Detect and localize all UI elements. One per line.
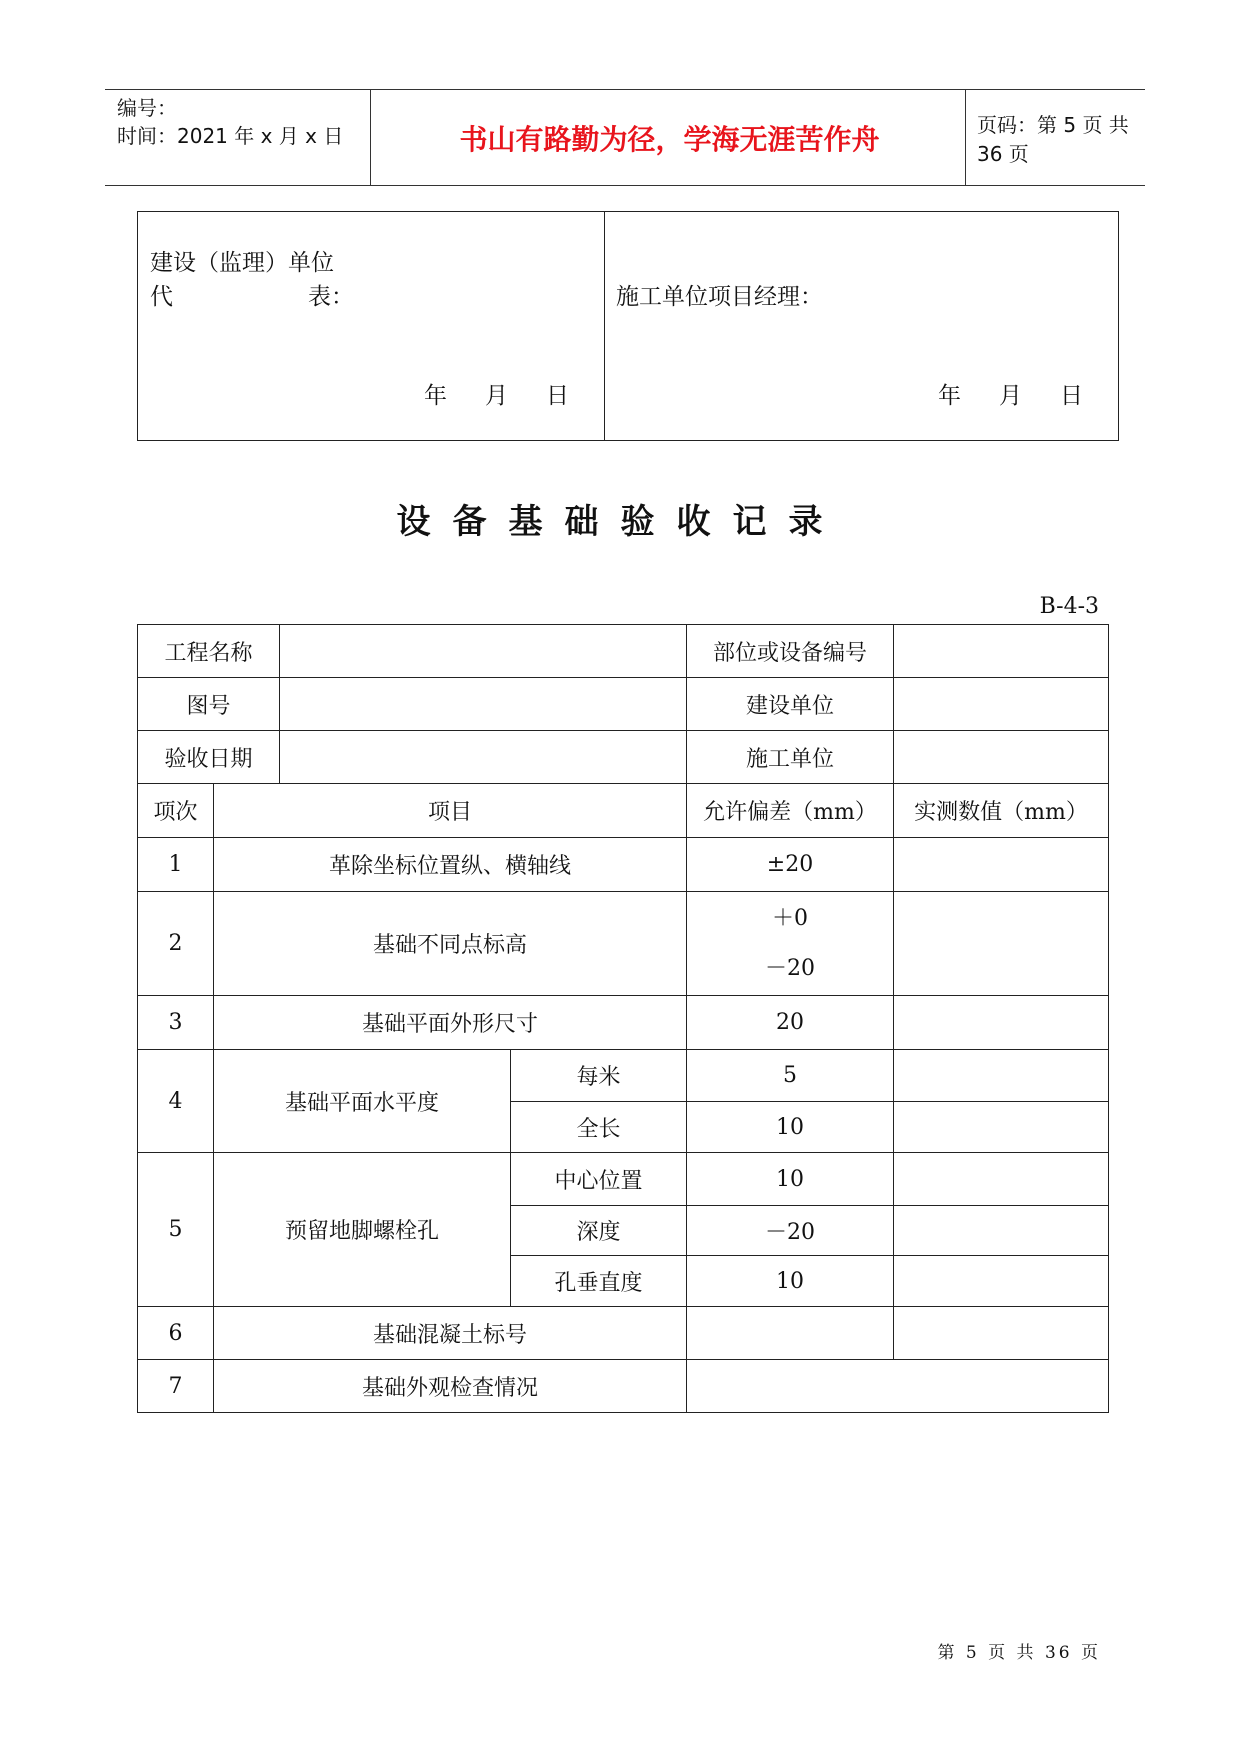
year-label: 年 — [938, 383, 961, 409]
time-label: 时间：2021 年 x 月 x 日 — [117, 124, 344, 148]
record-table — [137, 624, 1109, 1413]
row-number: 6 — [138, 1307, 214, 1360]
sub-item-name: 每米 — [511, 1050, 687, 1102]
col-tolerance: 允许偏差（mm） — [687, 784, 894, 838]
table-header-row — [138, 784, 1109, 838]
table-row — [138, 892, 1109, 996]
part-no-label: 部位或设备编号 — [687, 625, 894, 678]
table-row — [138, 731, 1109, 784]
right-date-line — [938, 377, 1083, 410]
inspection-result[interactable] — [687, 1360, 1109, 1413]
sub-item-name: 全长 — [511, 1102, 687, 1153]
tolerance-value: 10 — [687, 1102, 894, 1153]
tolerance-value — [687, 892, 894, 996]
col-item: 项目 — [214, 784, 687, 838]
item-name: 革除坐标位置纵、横轴线 — [214, 838, 687, 892]
sub-item-name: 孔垂直度 — [511, 1256, 687, 1307]
table-row — [138, 996, 1109, 1050]
accept-date-label: 验收日期 — [138, 731, 280, 784]
accept-date-value[interactable] — [280, 731, 687, 784]
drawing-no-value[interactable] — [280, 678, 687, 731]
table-row — [138, 1307, 1109, 1360]
month-label: 月 — [485, 383, 508, 409]
representative-label-a: 代 — [150, 284, 173, 310]
item-name: 基础平面水平度 — [214, 1050, 511, 1153]
measured-value[interactable] — [894, 1256, 1109, 1307]
day-label: 日 — [546, 383, 569, 409]
month-label: 月 — [999, 383, 1022, 409]
day-label: 日 — [1060, 383, 1083, 409]
row-number: 4 — [138, 1050, 214, 1153]
row-number: 5 — [138, 1153, 214, 1307]
col-measured: 实测数值（mm） — [894, 784, 1109, 838]
tolerance-lower: －20 — [765, 955, 816, 981]
table-row — [138, 625, 1109, 678]
tolerance-value: －20 — [687, 1206, 894, 1256]
number-label: 编号： — [117, 96, 177, 120]
measured-value[interactable] — [894, 1050, 1109, 1102]
page-header — [105, 89, 1145, 186]
tolerance-value: ±20 — [687, 838, 894, 892]
tolerance-value[interactable] — [687, 1307, 894, 1360]
measured-value[interactable] — [894, 1153, 1109, 1206]
item-name: 基础不同点标高 — [214, 892, 687, 996]
table-row — [138, 1153, 1109, 1206]
item-name: 基础混凝土标号 — [214, 1307, 687, 1360]
build-unit-label: 建设单位 — [687, 678, 894, 731]
measured-value[interactable] — [894, 996, 1109, 1050]
row-number: 3 — [138, 996, 214, 1050]
col-seq: 项次 — [138, 784, 214, 838]
project-name-value[interactable] — [280, 625, 687, 678]
representative-label-b: 表： — [308, 284, 354, 310]
tolerance-value: 10 — [687, 1256, 894, 1307]
build-unit-value[interactable] — [894, 678, 1109, 731]
tolerance-value: 20 — [687, 996, 894, 1050]
tolerance-value: 5 — [687, 1050, 894, 1102]
year-label: 年 — [424, 383, 447, 409]
sub-item-name: 中心位置 — [511, 1153, 687, 1206]
construct-unit-label: 施工单位 — [687, 731, 894, 784]
signature-divider — [604, 212, 605, 440]
part-no-value[interactable] — [894, 625, 1109, 678]
form-code: B-4-3 — [1039, 594, 1099, 619]
left-date-line — [424, 377, 569, 410]
sub-item-name: 深度 — [511, 1206, 687, 1256]
page-label: 页码：第 5 页 共 36 页 — [977, 112, 1129, 166]
manager-label: 施工单位项目经理： — [616, 284, 823, 310]
table-row — [138, 678, 1109, 731]
item-name: 预留地脚螺栓孔 — [214, 1153, 511, 1307]
motto: 书山有路勤为径，学海无涯苦作舟 — [459, 122, 880, 156]
tolerance-upper: ＋0 — [772, 905, 809, 931]
supervisor-unit-label: 建设（监理）单位 — [150, 250, 334, 276]
page-footer: 第 5 页 共 36 页 — [937, 1643, 1101, 1663]
measured-value[interactable] — [894, 892, 1109, 996]
row-number: 2 — [138, 892, 214, 996]
table-row — [138, 838, 1109, 892]
tolerance-value: 10 — [687, 1153, 894, 1206]
page-title: 设备基础验收记录 — [396, 502, 845, 542]
measured-value[interactable] — [894, 838, 1109, 892]
row-number: 7 — [138, 1360, 214, 1413]
measured-value[interactable] — [894, 1307, 1109, 1360]
row-number: 1 — [138, 838, 214, 892]
item-name: 基础外观检查情况 — [214, 1360, 687, 1413]
header-divider — [370, 90, 371, 185]
header-meta — [117, 94, 362, 150]
table-row — [138, 1050, 1109, 1102]
item-name: 基础平面外形尺寸 — [214, 996, 687, 1050]
drawing-no-label: 图号 — [138, 678, 280, 731]
table-row — [138, 1360, 1109, 1413]
measured-value[interactable] — [894, 1102, 1109, 1153]
construct-unit-value[interactable] — [894, 731, 1109, 784]
project-name-label: 工程名称 — [138, 625, 280, 678]
signature-box — [137, 211, 1119, 441]
header-divider — [965, 90, 966, 185]
measured-value[interactable] — [894, 1206, 1109, 1256]
